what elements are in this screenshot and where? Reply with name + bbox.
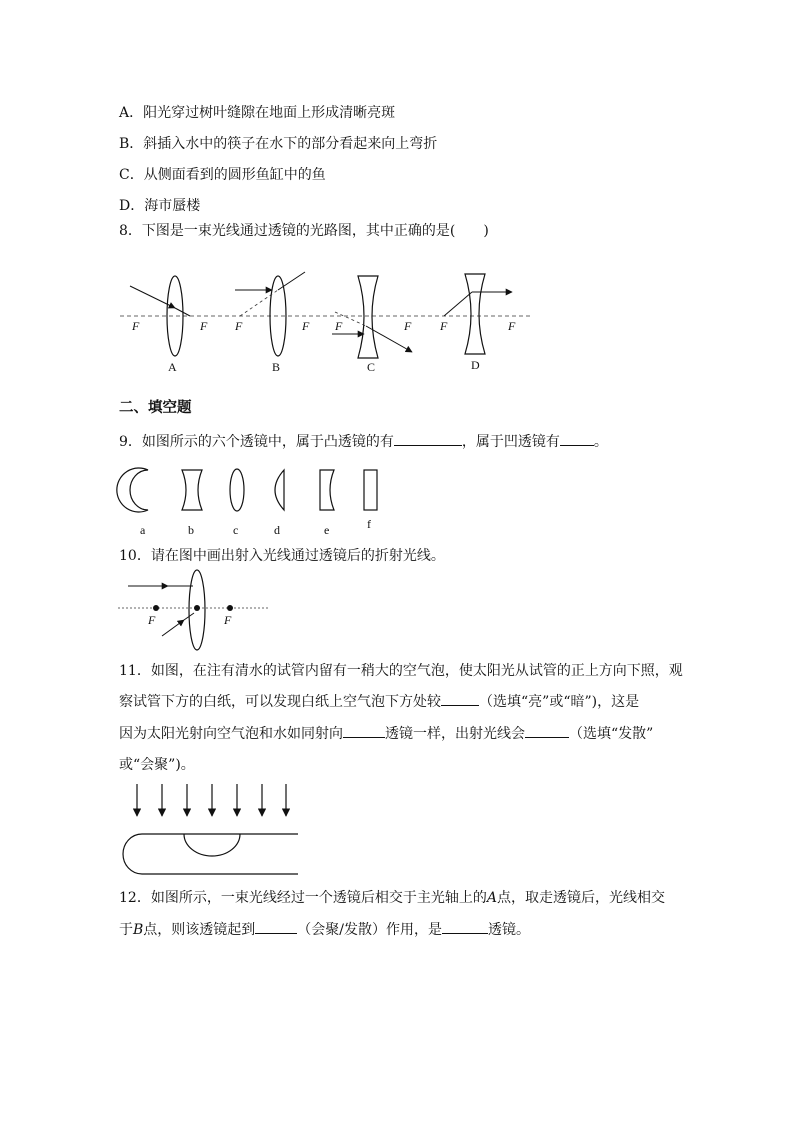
air-bubble [184, 834, 240, 856]
lens-label-c: c [233, 523, 239, 537]
q9-question: 9．如图所示的六个透镜中，属于凸透镜的有 ，属于凹透镜有 。 [119, 431, 608, 452]
q11-line-4: 或“会聚”)。 [119, 757, 195, 773]
q9-blank-convex[interactable] [394, 431, 462, 446]
q8-question: 8．下图是一束光线通过透镜的光路图，其中正确的是( ) [119, 223, 489, 239]
q10-diagram [118, 570, 278, 652]
diagram-c [332, 276, 412, 374]
diagram-a [130, 276, 208, 374]
focus-point-left [153, 605, 159, 611]
lens-c-shape [230, 469, 244, 511]
q11-test-tube-diagram [118, 782, 303, 878]
focus-label: F [335, 319, 343, 333]
q12-line-2: 于B点，则该透镜起到 （会聚/发散）作用，是 透镜。 [119, 919, 530, 940]
q9-lens-shapes [118, 466, 398, 538]
diagram-label-d: D [471, 358, 480, 372]
focus-label: F [148, 613, 156, 627]
lens-label-a: a [140, 523, 146, 537]
lens-d-shape [275, 470, 284, 510]
focus-label: F [200, 319, 208, 333]
q7-option-b: B．斜插入水中的筷子在水下的部分看起来向上弯折 [119, 136, 438, 152]
focus-label: F [302, 319, 310, 333]
q11-blank-brightness[interactable] [441, 691, 479, 706]
diagram-d [439, 274, 516, 372]
section-title: 二、填空题 [119, 400, 192, 416]
q7-option-a: A．阳光穿过树叶缝隙在地面上形成清晰亮斑 [119, 105, 396, 121]
q11-line-2: 察试管下方的白纸，可以发现白纸上空气泡下方处较 （选填“亮”或“暗”)，这是 [119, 691, 639, 712]
lens-a-shape [117, 468, 148, 512]
test-tube [123, 834, 298, 874]
diagram-label-a: A [168, 360, 177, 374]
focus-label: F [440, 319, 448, 333]
focus-label: F [132, 319, 140, 333]
focus-label: F [224, 613, 232, 627]
q7-option-c: C．从侧面看到的圆形鱼缸中的鱼 [119, 167, 326, 183]
center-point [194, 605, 200, 611]
focus-label: F [404, 319, 412, 333]
q12-line-1: 12．如图所示，一束光线经过一个透镜后相交于主光轴上的A点，取走透镜后，光线相交 [119, 890, 665, 906]
lens-label-b: b [188, 523, 194, 537]
lens-b-shape [182, 470, 202, 510]
diagram-label-b: B [272, 360, 281, 374]
focus-label: F [235, 319, 243, 333]
lens-e-shape [320, 470, 334, 510]
q7-option-d: D．海市蜃楼 [119, 198, 201, 214]
diagram-b [234, 272, 310, 374]
q11-line-3: 因为太阳光射向空气泡和水如同射向 透镜一样，出射光线会 （选填“发散” [119, 723, 653, 744]
lens-label-f: f [367, 517, 371, 531]
sunlight-arrows [137, 784, 286, 816]
diagram-label-c: C [367, 360, 376, 374]
q11-blank-effect[interactable] [525, 723, 569, 738]
lens-label-e: e [324, 523, 330, 537]
focus-label: F [508, 319, 516, 333]
focus-point-right [227, 605, 233, 611]
q8-lens-diagrams [120, 268, 540, 378]
q10-question: 10．请在图中画出射入光线通过透镜后的折射光线。 [119, 548, 445, 564]
lens-f-shape [364, 470, 377, 510]
q12-blank-effect[interactable] [255, 919, 297, 934]
q12-blank-lens-type[interactable] [442, 919, 488, 934]
lens-label-d: d [274, 523, 280, 537]
q9-blank-concave[interactable] [560, 431, 594, 446]
q11-blank-lens-type[interactable] [343, 723, 385, 738]
q11-line-1: 11．如图，在注有清水的试管内留有一稍大的空气泡，使太阳光从试管的正上方向下照，观 [119, 663, 683, 679]
